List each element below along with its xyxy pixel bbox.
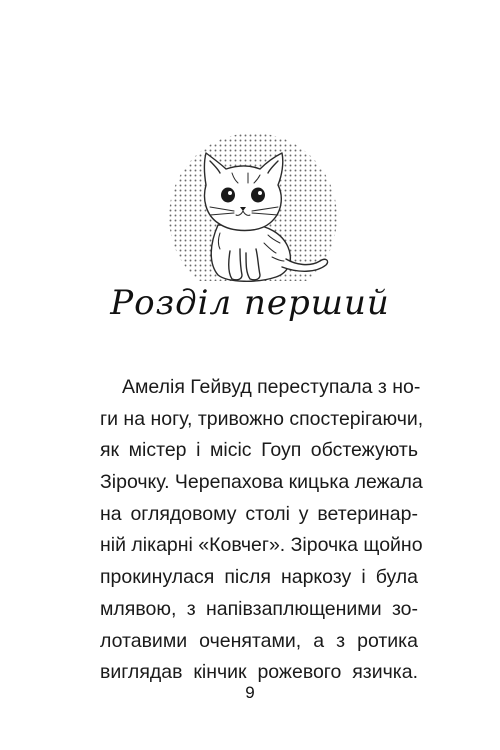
- text-line: як містер і місіс Гоуп обстежують: [100, 439, 418, 462]
- page-number: 9: [245, 683, 255, 702]
- text-line: прокинулася після наркозу і була: [100, 566, 418, 589]
- text-line: Амелія Гейвуд переступала з но-: [122, 376, 421, 398]
- text-line: виглядав кінчик рожевого язичка.: [100, 661, 418, 684]
- body-paragraph: [100, 372, 424, 689]
- chapter-title: Розділ перший: [110, 283, 390, 323]
- text-line: на оглядовому столі у ветеринар-: [100, 502, 418, 525]
- kitten-icon: [148, 133, 358, 293]
- text-line: ги на ногу, тривожно спостерігаючи,: [100, 407, 424, 430]
- text-line: млявою, з напівзаплющеними зо-: [100, 597, 418, 620]
- text-line: ній лікарні «Ковчег». Зірочка щойно: [100, 534, 423, 557]
- text-line: лотавими оченятами, а з ротика: [100, 629, 418, 652]
- kitten-illustration: [148, 133, 358, 293]
- text-line: Зірочку. Черепахова кицька лежала: [100, 471, 423, 494]
